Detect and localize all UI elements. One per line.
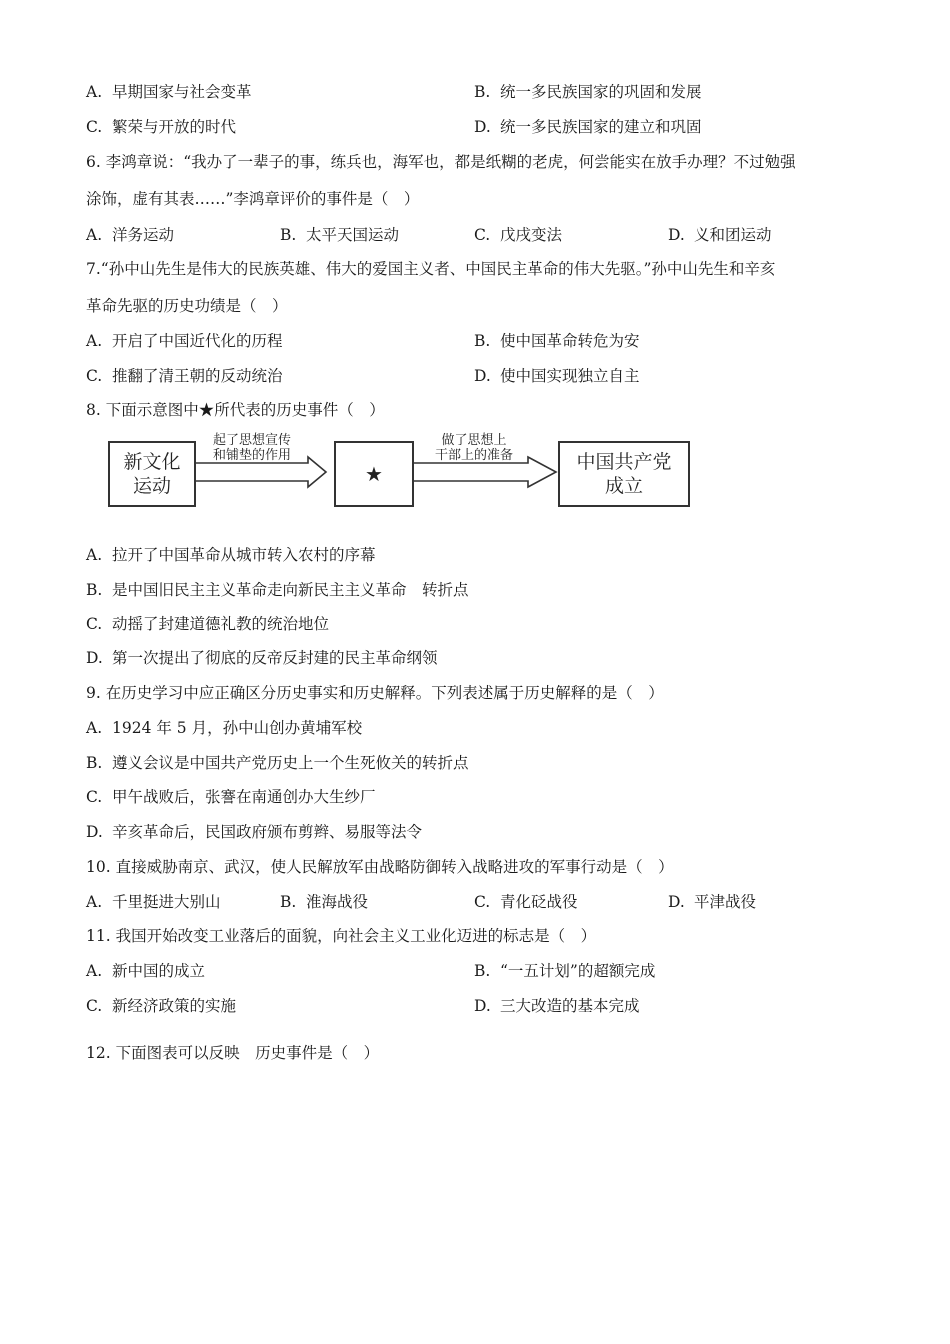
box-label: 成立 (604, 475, 643, 497)
option-text: 是中国旧民主主义革命走向新民主主义革命 转折点 (112, 581, 469, 599)
option-text: 千里挺进大别山 (112, 893, 221, 911)
option-text: 统一多民族国家的巩固和发展 (500, 83, 702, 101)
box-new-culture-movement (108, 441, 196, 507)
option-text: 义和团运动 (694, 226, 772, 244)
option-letter: D. (668, 226, 685, 244)
option-text: 推翻了清王朝的反动统治 (112, 367, 283, 385)
q10-option-b (280, 890, 368, 912)
q8-option-a (86, 543, 376, 565)
option-text: 太平天国运动 (306, 226, 400, 244)
arrow-label-line: 起了思想宣传 (212, 433, 291, 448)
option-text: 淮海战役 (306, 893, 369, 911)
option-text: 遵义会议是中国共产党历史上一个生死攸关的转折点 (112, 754, 469, 772)
arrow-2-label (418, 433, 530, 463)
option-text: 辛亥革命后，民国政府颁布剪辫、易服等法令 (112, 823, 423, 841)
option-text: 拉开了中国革命从城市转入农村的序幕 (112, 546, 376, 564)
q6-option-d (668, 223, 772, 245)
option-text: 使中国实现独立自主 (500, 367, 640, 385)
q7-option-a (86, 329, 283, 351)
q8-option-b (86, 578, 469, 600)
option-text: 平津战役 (694, 893, 757, 911)
arrow-1-label (196, 433, 308, 463)
q7-option-c (86, 364, 283, 386)
q10-option-c (474, 890, 578, 912)
q9-option-c (86, 785, 376, 807)
arrow-label-line: 和铺垫的作用 (212, 448, 291, 463)
option-text: 三大改造的基本完成 (500, 997, 640, 1015)
q6-option-b (280, 223, 399, 245)
option-letter: C. (86, 367, 103, 385)
option-letter: B. (86, 581, 103, 599)
option-text: 新中国的成立 (112, 962, 206, 980)
option-letter: A. (86, 226, 103, 244)
box-star-event (334, 441, 414, 507)
option-letter: B. (474, 83, 491, 101)
option-letter: A. (86, 893, 103, 911)
option-text: 青化砭战役 (500, 893, 578, 911)
q7-stem-line1: 7.“孙中山先生是伟大的民族英雄、伟大的爱国主义者、中国民主革命的伟大先驱。”孙中山先生和辛亥 (86, 260, 776, 278)
option-letter: C. (86, 615, 103, 633)
q6-option-a (86, 223, 174, 245)
q11-option-d (474, 994, 640, 1016)
q11-stem: 11. 我国开始改变工业落后的面貌，向社会主义工业化迈进的标志是（ ） (86, 927, 597, 945)
option-letter: C. (474, 893, 491, 911)
q8-stem: 8. 下面示意图中★所代表的历史事件（ ） (86, 401, 385, 419)
option-letter: C. (86, 118, 103, 136)
q6-stem-line2: 涂饰，虚有其表……”李鸿章评价的事件是（ ） (86, 190, 420, 208)
option-text: 甲午战败后，张謇在南通创办大生纱厂 (112, 788, 376, 806)
option-text: 1924 年 5 月，孙中山创办黄埔军校 (112, 719, 363, 737)
option-letter: A. (86, 719, 103, 737)
q7-option-d (474, 364, 640, 386)
option-letter: C. (86, 788, 103, 806)
q8-flow-diagram (86, 427, 694, 515)
option-letter: A. (86, 546, 103, 564)
q5-option-c (86, 115, 236, 137)
option-letter: A. (86, 332, 103, 350)
option-text: 动摇了封建道德礼教的统治地位 (112, 615, 330, 633)
option-letter: C. (86, 997, 103, 1015)
q9-option-a (86, 716, 362, 738)
q5-option-b (474, 80, 702, 102)
option-letter: C. (474, 226, 491, 244)
q5-option-a (86, 80, 252, 102)
option-letter: B. (280, 226, 297, 244)
box-ccp-founding (558, 441, 690, 507)
option-text: 繁荣与开放的时代 (112, 118, 237, 136)
q7-stem-line2: 革命先驱的历史功绩是（ ） (86, 297, 288, 315)
box-label: 新文化 (123, 451, 181, 473)
q10-option-a (86, 890, 221, 912)
option-text: 开启了中国近代化的历程 (112, 332, 283, 350)
option-text: 统一多民族国家的建立和巩固 (500, 118, 702, 136)
q9-stem: 9. 在历史学习中应正确区分历史事实和历史解释。下列表述属于历史解释的是（ ） (86, 684, 664, 702)
option-text: “一五计划”的超额完成 (500, 962, 656, 980)
option-text: 第一次提出了彻底的反帝反封建的民主革命纲领 (112, 649, 438, 667)
q9-option-b (86, 751, 469, 773)
arrow-label-line: 干部上的准备 (434, 448, 513, 463)
option-letter: A. (86, 83, 103, 101)
q9-option-d (86, 820, 422, 842)
option-text: 早期国家与社会变革 (112, 83, 252, 101)
q11-option-b (474, 959, 655, 981)
q5-option-d (474, 115, 702, 137)
option-letter: D. (86, 649, 103, 667)
option-letter: D. (86, 823, 103, 841)
option-letter: B. (86, 754, 103, 772)
arrow-label-line: 做了思想上 (441, 433, 507, 448)
option-letter: D. (474, 997, 491, 1015)
option-text: 洋务运动 (112, 226, 175, 244)
star-icon: ★ (365, 462, 383, 486)
q10-option-d (668, 890, 756, 912)
option-letter: B. (280, 893, 297, 911)
q8-option-c (86, 612, 329, 634)
option-letter: A. (86, 962, 103, 980)
q10-stem: 10. 直接威胁南京、武汉，使人民解放军由战略防御转入战略进攻的军事行动是（ ） (86, 858, 674, 876)
q8-option-d (86, 646, 438, 668)
q11-option-a (86, 959, 205, 981)
q6-stem-line1: 6. 李鸿章说：“我办了一辈子的事，练兵也，海军也，都是纸糊的老虎，何尝能实在放手办理？不过勉强 (86, 153, 796, 171)
option-letter: B. (474, 332, 491, 350)
option-letter: D. (474, 367, 491, 385)
option-letter: B. (474, 962, 491, 980)
option-letter: D. (668, 893, 685, 911)
option-text: 使中国革命转危为安 (500, 332, 640, 350)
q11-option-c (86, 994, 236, 1016)
q12-stem: 12. 下面图表可以反映 历史事件是（ ） (86, 1044, 380, 1062)
option-text: 新经济政策的实施 (112, 997, 237, 1015)
q6-option-c (474, 223, 562, 245)
option-letter: D. (474, 118, 491, 136)
option-text: 戊戌变法 (500, 226, 563, 244)
box-label: 中国共产党 (576, 451, 672, 473)
q7-option-b (474, 329, 640, 351)
box-label: 运动 (132, 475, 171, 497)
